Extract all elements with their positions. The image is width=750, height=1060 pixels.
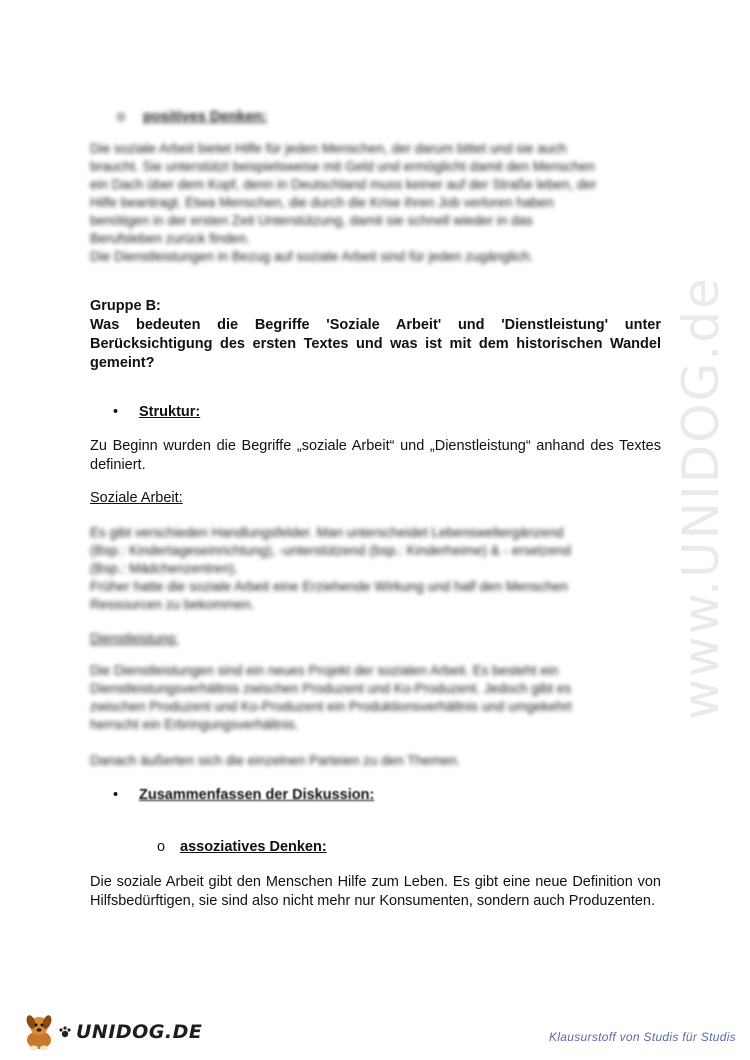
paragraph-line: Dienstleistungsverhältnis zwischen Produzent und Ko-Produzent. Jedoch gibt es xyxy=(90,681,572,696)
paragraph-line: benötigen in der ersten Zeit Unterstützung, damit sie schnell wieder in das xyxy=(90,213,533,228)
assoziativ-heading: assoziatives Denken: xyxy=(180,839,327,855)
dog-icon xyxy=(22,1012,56,1052)
paragraph-line: ein Dach über dem Kopf, denn in Deutschland muss keiner auf der Straße leben, der xyxy=(90,177,597,192)
paragraph-line: (Bsp.: Mädchenzentren). xyxy=(90,561,238,576)
circle-bullet-icon: o xyxy=(117,109,126,125)
paragraph-line: Ressourcen zu bekommen. xyxy=(90,597,255,612)
paragraph-line: Die Dienstleistungen sind ein neues Projekt der sozialen Arbeit. Es besteht ein xyxy=(90,663,559,678)
paragraph-line: Hilfe beantragt. Etwa Menschen, die durch die Krise ihren Job verloren haben xyxy=(90,195,554,210)
gruppe-label: Gruppe B: xyxy=(90,298,161,314)
paragraph-line: Berufsleben zurück finden. xyxy=(90,231,250,246)
paragraph-line: herrscht ein Erbringungsverhältnis. xyxy=(90,717,299,732)
paw-icon xyxy=(58,1025,72,1039)
circle-bullet-icon: o xyxy=(157,839,166,855)
paragraph-line: braucht. Sie unterstützt beispielsweise mit Geld und ermöglicht damit den Menschen xyxy=(90,159,596,174)
zusammenfassen-bullet xyxy=(113,786,374,805)
paragraph-line: Es gibt verschieden Handlungsfelder. Man unterscheidet Lebensweltergänzend xyxy=(90,525,564,540)
paragraph-line: Die Dienstleistungen in Bezug auf soziale Arbeit sind für jeden zugänglich. xyxy=(90,249,534,264)
paragraph-line: (Bsp.: Kindertageseinrichtung), -unterstützend (bsp.: Kinderheime) & - ersetzend xyxy=(90,543,571,558)
assoziativ-bullet xyxy=(157,838,327,857)
unidog-logo xyxy=(22,1012,202,1052)
danach-paragraph: Danach äußerten sich die einzelnen Parteien zu den Themen. xyxy=(90,753,461,768)
dienstleistung-paragraph xyxy=(90,662,661,734)
soziale-arbeit-subheading: Soziale Arbeit: xyxy=(90,490,183,506)
positives-denken-paragraph xyxy=(90,140,661,266)
paragraph-line: Die soziale Arbeit bietet Hilfe für jeden Menschen, der darum bittet und sie auch xyxy=(90,141,567,156)
footer-tagline: Klausurstoff von Studis für Studis xyxy=(549,1030,736,1044)
paragraph-line: zwischen Produzent und Ko-Produzent ein Produktionsverhältnis und umgekehrt xyxy=(90,699,572,714)
soziale-arbeit-paragraph xyxy=(90,524,661,614)
struktur-bullet xyxy=(113,403,200,422)
dienstleistung-heading: Dienstleistung: xyxy=(90,631,179,646)
struktur-heading: Struktur: xyxy=(139,404,201,420)
positives-denken-bullet xyxy=(117,108,267,127)
bullet-dot-icon: • xyxy=(113,787,119,803)
gruppe-question: Was bedeuten die Begriffe 'Soziale Arbeit' und 'Dienstleistung' unter Berücksichtigung des ersten Textes und was ist mit dem historischen Wandel gemeint? xyxy=(90,317,661,371)
logo-text: UNIDOG.DE xyxy=(76,1021,203,1043)
positives-denken-heading: positives Denken: xyxy=(143,109,268,125)
watermark: www.UNIDOG.de xyxy=(672,276,730,720)
struktur-paragraph: Zu Beginn wurden die Begriffe „soziale Arbeit“ und „Dienstleistung“ anhand des Textes definiert. xyxy=(90,438,661,473)
paragraph-line: Früher hatte die soziale Arbeit eine Erziehende Wirkung und half den Menschen xyxy=(90,579,569,594)
assoziativ-paragraph: Die soziale Arbeit gibt den Menschen Hilfe zum Leben. Es gibt eine neue Definition von Hilfsbedürftigen, sie sind also nicht mehr nur Konsumenten, sondern auch Produzenten. xyxy=(90,874,661,909)
bullet-dot-icon: • xyxy=(113,404,119,420)
zusammenfassen-heading: Zusammenfassen der Diskussion: xyxy=(139,787,375,803)
